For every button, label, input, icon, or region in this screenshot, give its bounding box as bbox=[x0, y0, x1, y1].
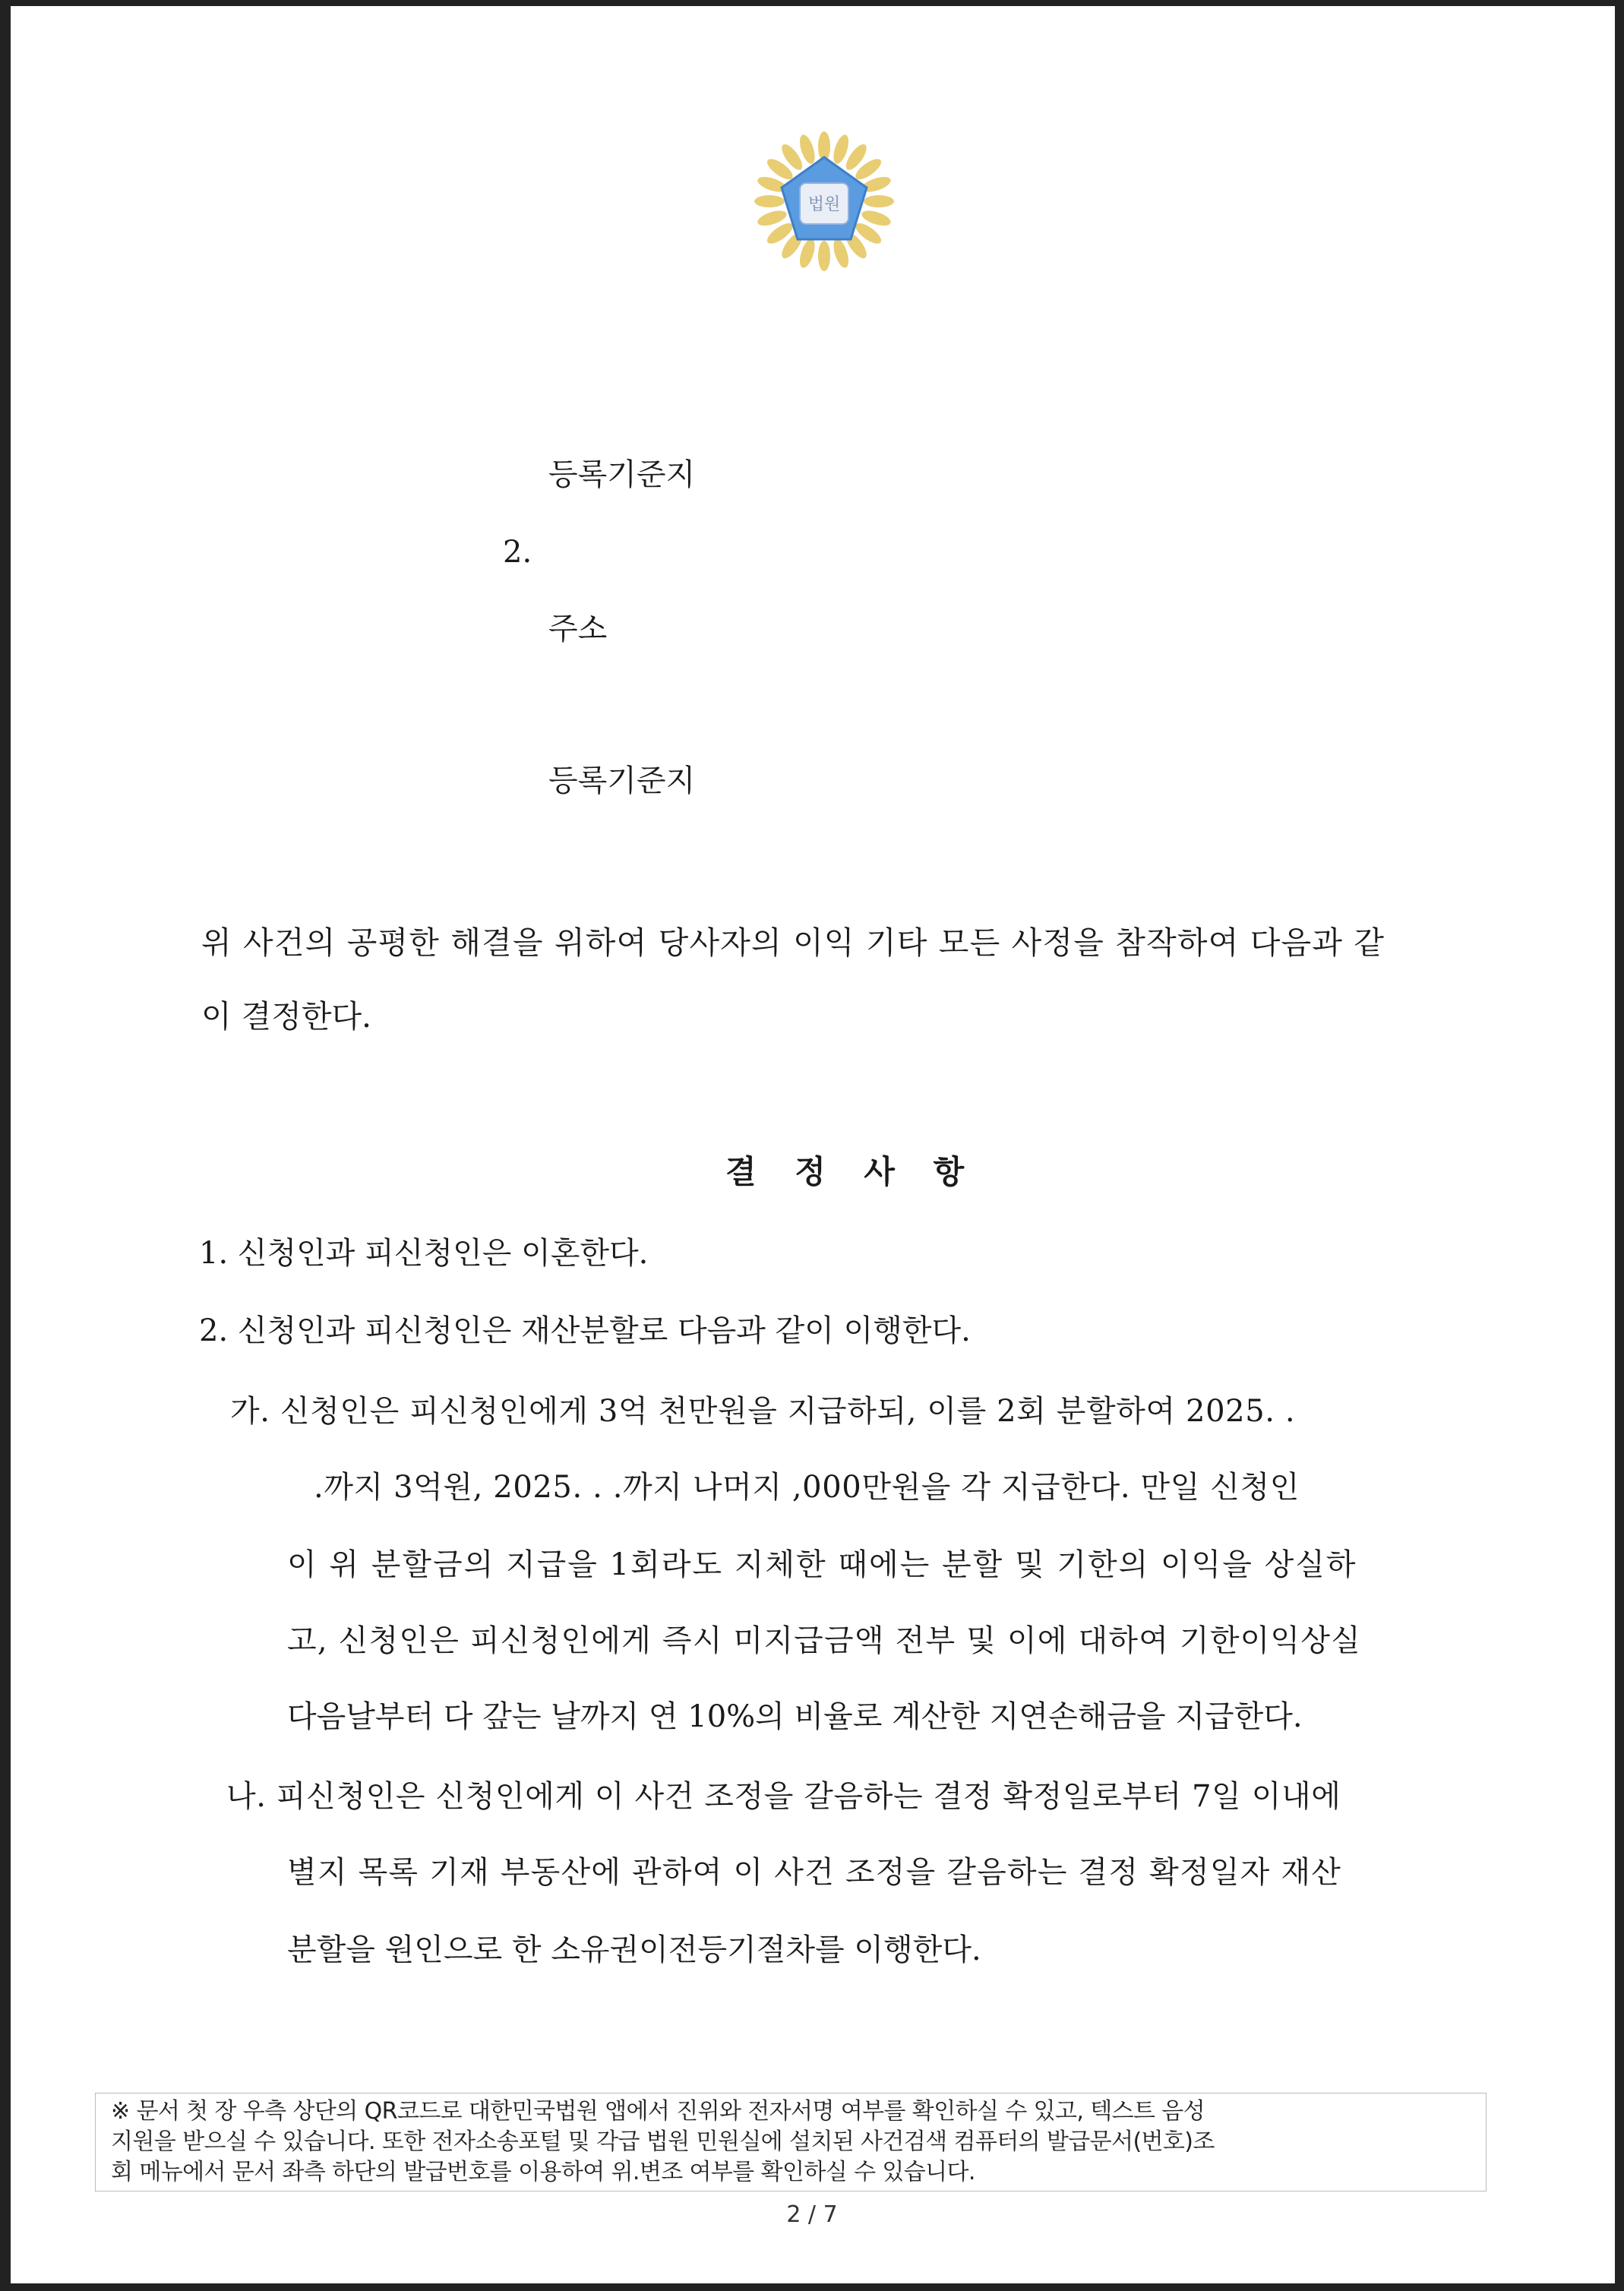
item-na-line-3: 분할을 원인으로 한 소유권이전등기절차를 이행한다. bbox=[287, 1932, 981, 1967]
item-ga-line-3: 이 위 분할금의 지급을 1회라도 지체한 때에는 분할 및 기한의 이익을 상실하 bbox=[287, 1547, 1357, 1582]
verification-notice-box bbox=[95, 2093, 1487, 2191]
seal-ray bbox=[864, 195, 894, 207]
registry-base-label-1: 등록기준지 bbox=[548, 457, 696, 492]
seal-ray bbox=[754, 195, 785, 207]
address-label: 주소 bbox=[548, 611, 608, 646]
item-ga-line-1: 가. 신청인은 피신청인에게 3억 천만원을 지급하되, 이를 2회 분할하여 2025. . bbox=[230, 1394, 1296, 1429]
item-ga-line-5: 다음날부터 다 갚는 날까지 연 10%의 비율로 계산한 지연손해금을 지급한다. bbox=[287, 1699, 1303, 1734]
seal-ray bbox=[818, 241, 830, 271]
seal-text: 법원 bbox=[807, 195, 841, 214]
court-seal-emblem bbox=[748, 125, 900, 277]
item-na-line-2: 별지 목록 기재 부동산에 관하여 이 사건 조정을 갈음하는 결정 확정일자 재산 bbox=[287, 1855, 1342, 1890]
item-1-divorce: 1. 신청인과 피신청인은 이혼한다. bbox=[199, 1236, 649, 1271]
intro-line-1: 위 사건의 공평한 해결을 위하여 당사자의 이익 기타 모든 사정을 참작하여 다음과 같 bbox=[201, 924, 1385, 961]
item-na-line-1: 나. 피신청인은 신청인에게 이 사건 조정을 갈음하는 결정 확정일로부터 7일 이내에 bbox=[226, 1779, 1341, 1814]
registry-base-label-2: 등록기준지 bbox=[548, 763, 696, 798]
item-ga-line-2: .까지 3억원, 2025. . .까지 나머지 ,000만원을 각 지급한다. 만일 신청인 bbox=[314, 1470, 1300, 1505]
party-item-number: 2. bbox=[503, 535, 532, 570]
page-number: 2 / 7 bbox=[786, 2201, 838, 2228]
notice-line-3: 회 메뉴에서 문서 좌측 하단의 발급번호를 이용하여 위.변조 여부를 확인하실 수 있습니다. bbox=[111, 2159, 975, 2185]
intro-line-2: 이 결정한다. bbox=[201, 998, 372, 1035]
section-title: 결 정 사 항 bbox=[725, 1153, 978, 1190]
item-ga-line-4: 고, 신청인은 피신청인에게 즉시 미지급금액 전부 및 이에 대하여 기한이익상실 bbox=[287, 1623, 1362, 1658]
item-2-property-division: 2. 신청인과 피신청인은 재산분할로 다음과 같이 이행한다. bbox=[199, 1313, 971, 1348]
notice-line-1: ※ 문서 첫 장 우측 상단의 QR코드로 대한민국법원 앱에서 진위와 전자서명 여부를 확인하실 수 있고, 텍스트 음성 bbox=[111, 2098, 1205, 2125]
notice-line-2: 지원을 받으실 수 있습니다. 또한 전자소송포털 및 각급 법원 민원실에 설치된 사건검색 컴퓨터의 발급문서(번호)조 bbox=[111, 2128, 1215, 2155]
